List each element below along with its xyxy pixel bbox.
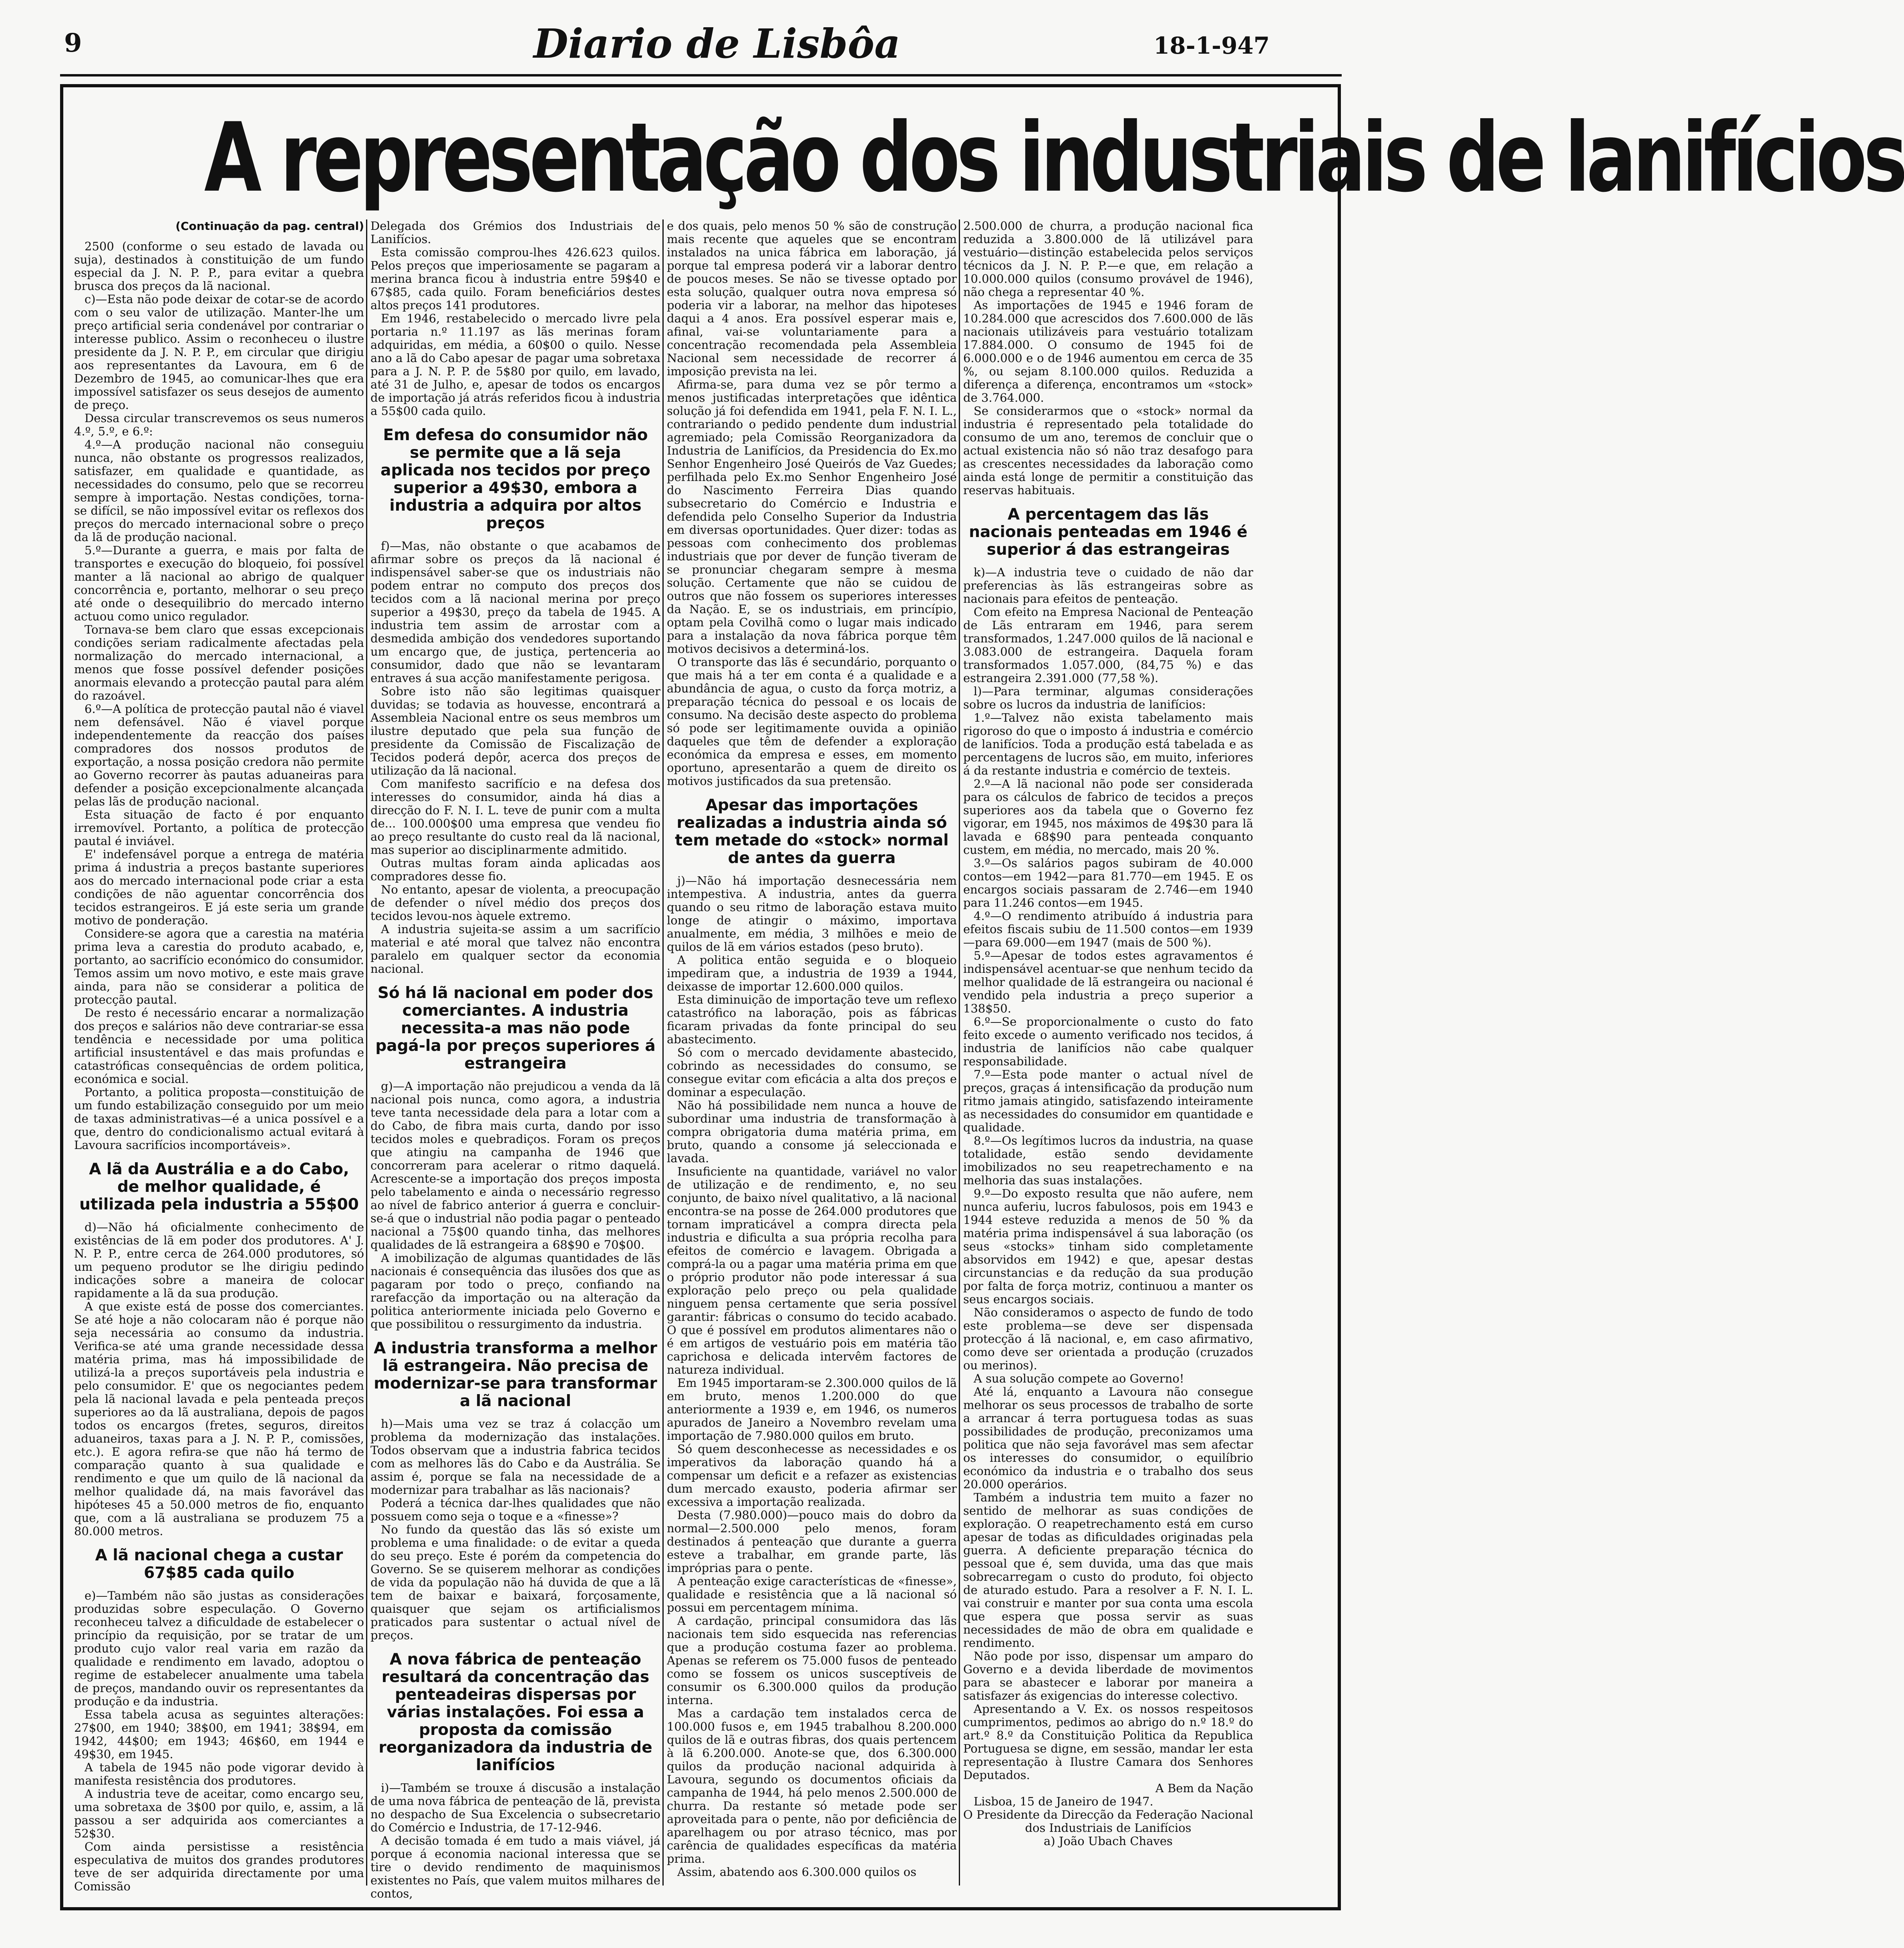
article-paragraph: g)—A importação não prejudicou a venda da lã nacional pois nunca, como agora, a industria teve tanta necessidade dela para a lotar com a do Cabo, de fibra mais curta, dando por isso tecidos moles e quebradiços. Foram os preços que atingiu na campanha de 1946 que concorreram para acelerar o ritmo daquelá. Acrescente-se a importação dos preços imposta pelo tabelamento e ainda o necessário regresso ao nível de fabrico anterior á guerra e concluir-se-á que o industrial não podia pagar o penteado nacional a 75$00 quando tinha, das melhores qualidades de lã estrangeira a 68$90 e 70$00. [370, 1079, 660, 1252]
article-paragraph: e dos quais, pelo menos 50 % são de construção mais recente que aqueles que se encontram instalados na unica fábrica em laboração, já porque tal empresa poderá vir a laborar dentro de poucos meses. Se não se tivesse optado por esta solução, qualquer outra nova empresa só poderia vir a laborar, na melhor das hipoteses daqui a 4 anos. Era possível esperar mais e, afinal, vai-se voluntariamente para a concentração recomendada pela Assembleia Nacional sem necessidade de recorrer á imposição prevista na lei. [667, 219, 957, 378]
article-paragraph: i)—Também se trouxe á discusão a instalação de uma nova fábrica de penteação de lã, prevista no despacho de Sua Excelencia o subsecretario do Comércio e Industria, de 17-12-946. [370, 1781, 660, 1834]
section-subheading: A lã nacional chega a custar 67$85 cada quilo [95, 1546, 343, 1582]
continuation-note: (Continuação da pag. central) [175, 219, 364, 233]
article-column-4 [963, 219, 1253, 1886]
article-paragraph: Com ainda persistisse a resistência especulativa de muitos dos grandes produtores teve de ser adquirida directamente por uma Comissão [74, 1840, 364, 1893]
article-paragraph: 5.º—Apesar de todos estes agravamentos é indispensável acentuar-se que nenhum tecido da melhor qualidade de lã estrangeira ou nacional é vendido pela industria a preço superior a 138$50. [963, 949, 1253, 1015]
article-paragraph: As importações de 1945 e 1946 foram de 10.284.000 que acrescidos dos 7.600.000 de lãs nacionais utilizáveis para vestuário totalizam 17.884.000. O consumo de 1945 foi de 6.000.000 e o de 1946 aumentou em cerca de 35 %, ou sejam 8.100.000 quilos. Reduzida a diferença a diferença, encontramos um «stock» de 3.764.000. [963, 298, 1253, 404]
section-subheading: A industria transforma a melhor lã estrangeira. Não precisa de modernizar-se para transformar a lã nacional [374, 1339, 657, 1410]
article-paragraph: 4.º—A produção nacional não conseguiu nunca, não obstante os progressos realizados, satisfazer, em qualidade e quantidade, as necessidades do consumo, pelo que se recorreu sempre à importação. Nestas condições, torna-se difícil, se não impossível evitar os reflexos dos preços do mercado internacional sobre o preço da lã de produção nacional. [74, 438, 364, 544]
column-divider [662, 219, 664, 1886]
article-paragraph: Em 1945 importaram-se 2.300.000 quilos de lã em bruto, menos 1.200.000 do que anteriormente a 1939 e, em 1946, os numeros apurados de Janeiro a Novembro revelam uma importação de 7.980.000 quilos em bruto. [667, 1376, 957, 1443]
article-paragraph: Portanto, a politica proposta—constituição de um fundo estabilização conseguido por um meio de taxas administrativas—é a unica possível e a que, dentro do condicionalismo actual evitará à Lavoura sacrifícios incomportáveis». [74, 1085, 364, 1152]
section-subheading: A percentagem das lãs nacionais penteadas em 1946 é superior á das estrangeiras [969, 505, 1248, 559]
article-paragraph: Mas a cardação tem instalados cerca de 100.000 fusos e, em 1945 trabalhou 8.200.000 quilos de lã e outras fibras, dos quais pertencem à lã 6.200.000. Anote-se que, dos 6.300.000 quilos da produção nacional adquirida à Lavoura, segundo os documentos oficiais da campanha de 1944, há pelo menos 2.500.000 de churra. Da restante só metade pode ser aproveitada para o pente, não por deficiência de aparelhagem ou por atraso técnico, mas por carência de qualidades específicas da matéria prima. [667, 1707, 957, 1865]
article-paragraph: Outras multas foram ainda aplicadas aos compradores desse fio. [370, 856, 660, 883]
article-paragraph: Em 1946, restabelecido o mercado livre pela portaria n.º 11.197 as lãs merinas foram adquiridas, em média, a 60$00 o quilo. Nesse ano a lã do Cabo apesar de pagar uma sobretaxa para a J. N. P. P. de 5$80 por quilo, em lavado, até 31 de Julho, e, apesar de todos os encargos de importação já atrás referidos ficou à industria a 55$00 cada quilo. [370, 312, 660, 418]
article-paragraph: A penteação exige características de «finesse», qualidade e resistência que a lã nacional só possui em percentagem mínima. [667, 1574, 957, 1614]
article-paragraph: 3.º—Os salários pagos subiram de 40.000 contos—em 1942—para 81.770—em 1945. E os encargos sociais passaram de 2.746—em 1940 para 11.246 contos—em 1945. [963, 856, 1253, 910]
article-paragraph: De resto é necessário encarar a normalização dos preços e salários não deve contrariar-se essa tendência e necessidade por uma politica artificial insustentável e das mais profundas e catastróficas consequências de ordem politica, económica e social. [74, 1006, 364, 1086]
issue-date: 18-1-947 [1153, 32, 1270, 59]
article-paragraph: Até lá, enquanto a Lavoura não consegue melhorar os seus processos de trabalho de sorte a arrancar á terra portuguesa todas as suas possibilidades de produção, preconizamos uma politica que não seja favorável mas sem afectar os interesses do consumidor, o equilíbrio económico da industria e o trabalho dos seus 20.000 operários. [963, 1385, 1253, 1491]
article-paragraph: 5.º—Durante a guerra, e mais por falta de transportes e execução do bloqueio, foi possível manter a lã nacional ao abrigo de qualquer concorrência e, portanto, melhorar o seu preço até onde o desequilibrio do mercado interno actuou como unico regulador. [74, 543, 364, 623]
section-subheading: Em defesa do consumidor não se permite que a lã seja aplicada nos tecidos por preço superior a 49$30, embora a industria a adquira por altos preços [380, 426, 650, 532]
article-paragraph: c)—Esta não pode deixar de cotar-se de acordo com o seu valor de utilização. Manter-lhe um preço artificial seria condenável por contrariar o interesse publico. Assim o reconheceu o ilustre presidente da J. N. P. P., em circular que dirigiu aos representantes da Lavoura, em 6 de Dezembro de 1945, ao comunicar-lhes que era impossível satisfazer os seus desejos de aumento de preço. [74, 292, 364, 412]
article-headline: A representação dos industriais de lanifícios [204, 103, 1904, 213]
article-column-1 [74, 219, 364, 1893]
article-paragraph: Afirma-se, para duma vez se pôr termo a menos justificadas interpretações que idêntica solução já foi defendida em 1941, pela F. N. I. L., contrariando o pedido pendente dum industrial agremiado; pela Comissão Reorganizadora da Industria de Lanifícios, da Presidencia do Ex.mo Senhor Engenheiro José Queirós de Vaz Guedes; perfilhada pelo Ex.mo Senhor Engenheiro José do Nascimento Ferreira Dias quando subsecretario do Comércio e Industria e defendida pelo Conselho Superior da Industria em diversas oportunidades. Quer dizer: todas as pessoas com conhecimento dos problemas industriais que por dever de função tiveram de se pronunciar chegaram sempre à mesma solução. Certamente que não se cuidou de outros que não fossem os superiores interesses da Nação. E, se os industriais, em princípio, optam pela Covilhã como o lugar mais indicado para a instalação da nova fábrica porque têm motivos decisivos a determiná-los. [667, 378, 957, 656]
newspaper-name: Diario de Lisbôa [533, 20, 901, 67]
masthead [0, 0, 1410, 80]
article-paragraph: A industria sujeita-se assim a um sacrifício material e até moral que talvez não encontra paralelo em qualquer sector da economia nacional. [370, 922, 660, 976]
article-paragraph: Não pode por isso, dispensar um amparo do Governo e a devida liberdade de movimentos para se abastecer e laborar por maneira a satisfazer ás exigencias do interesse colectivo. [963, 1649, 1253, 1702]
article-paragraph: Só quem desconhecesse as necessidades e os imperativos da laboração quando há a compensar um deficit e a refazer as existencias dum mercado exausto, poderia afirmar ser excessiva a importação realizada. [667, 1442, 957, 1509]
article-paragraph: A imobilização de algumas quantidades de lãs nacionais é consequência das ilusões dos que as pagaram por todo o preço, confiando na rarefacção da importação ou na alteração da politica anteriormente iniciada pelo Governo e que possibilitou o ressurgimento da industria. [370, 1251, 660, 1331]
section-subheading: A nova fábrica de penteação resultará da concentração das penteadeiras dispersas por várias instalações. Foi essa a proposta da comissão reorganizadora da industria de lanifícios [378, 1650, 652, 1774]
article-paragraph: Também a industria tem muito a fazer no sentido de melhorar as suas condições de exploração. O reapetrechamento está em curso apesar de todas as dificuldades originadas pela guerra. A deficiente preparação técnica do pessoal que é, sem duvida, uma das que mais sobrecarregam o custo do produto, foi objecto de aturado estudo. Para a resolver a F. N. I. L. vai construir e manter por sua conta uma escola que espera que possa servir as suas necessidades de mão de obra em qualidade e rendimento. [963, 1491, 1253, 1650]
article-paragraph: Insuficiente na quantidade, variável no valor de utilização e de rendimento, e, no seu conjunto, de baixo nível qualitativo, a lã nacional encontra-se na posse de 264.000 produtores que tornam impraticável a compra directa pela industria e dificulta a sua própria recolha para efeitos de comércio e lavagem. Obrigada a comprá-la ou a pagar uma matéria prima em que o próprio produtor não pode interessar á sua exploração pelo preço ou pela qualidade ninguem pensa certamente que seria possível garantir: fábricas o consumo do tecido acabado. O que é possível em produtos alimentares não o é em artigos de vestuário pois em matéria tão caprichosa e delicada intervêm factores de natureza individual. [667, 1165, 957, 1376]
article-paragraph: Com manifesto sacrifício e na defesa dos interesses do consumidor, ainda há dias a direcção do F. N. I. L. teve de punir com a multa de... 100.000$00 uma empresa que vendeu fio ao preço resultante do custo real da lã nacional, mas superior ao disciplinarmente admitido. [370, 777, 660, 857]
article-paragraph: a) João Ubach Chaves [1044, 1834, 1173, 1848]
article-paragraph: Esta comissão comprou-lhes 426.623 quilos. Pelos preços que imperiosamente se pagaram a merina branca ficou à industria entre 59$40 e 67$85, cada quilo. Foram beneficiários destes altos preços 141 produtores. [370, 246, 660, 312]
article-paragraph: Não há possibilidade nem nunca a houve de subordinar uma industria de transformação à compra obrigatoria duma matéria prima, em bruto, quando a consome já seleccionada e lavada. [667, 1099, 957, 1165]
article-paragraph: O transporte das lãs é secundário, porquanto o que mais há a ter em conta é a qualidade e a abundância de agua, o custo da força motriz, a preparação técnica do pessoal e os locais de consumo. Na decisão deste aspecto do problema só pode ser legitimamente ouvida a opinião daqueles que têm de defender a exploração económica da empresa e esses, em momento oportuno, apresentarão a quem de direito os motivos justificados da sua pretensão. [667, 655, 957, 788]
article-paragraph: 2.º—A lã nacional não pode ser considerada para os cálculos de fabrico de tecidos a preços superiores aos da tabela que o Governo fez vigorar, em 1945, nos máximos de 49$30 para lã lavada e 68$90 para penteada conquanto custem, em média, no mercado, mais 20 %. [963, 777, 1253, 857]
article-paragraph: 6.º—A política de protecção pautal não é viavel nem defensável. Não é viavel porque independentemente da reacção dos países compradores dos nossos produtos de exportação, a nossa posição credora não permite ao Governo recorrer às pautas aduaneiras para defender a posição excepcionalmente alcançada pelas lãs de produção nacional. [74, 702, 364, 808]
article-paragraph: Tornava-se bem claro que essas excepcionais condições seriam radicalmente afectadas pela normalização do mercado internacional, a menos que fosse possível defender posições anormais elevando a protecção pautal para além do razoável. [74, 623, 364, 702]
article-paragraph: Sobre isto não são legitimas quaisquer duvidas; se todavia as houvesse, encontrará a Assembleia Nacional entre os seus membros um ilustre deputado que pela sua função de presidente da Comissão de Fiscalização de Tecidos poderá depôr, acerca dos preços de utilização da lã nacional. [370, 684, 660, 777]
article-paragraph: j)—Não há importação desnecessária nem intempestiva. A industria, antes da guerra quando o seu ritmo de laboração estava muito longe de atingir o máximo, importava anualmente, em média, 3 milhões e meio de quilos de lã em vários estados (peso bruto). [667, 874, 957, 954]
article-paragraph: h)—Mais uma vez se traz á colacção um problema da modernização das instalações. Todos observam que a industria fabrica tecidos com as melhores lãs do Cabo e da Austrália. Se assim é, porque se fala na necessidade de a modernizar para trabalhar as lãs nacionais? [370, 1417, 660, 1497]
article-paragraph: l)—Para terminar, algumas considerações sobre os lucros da industria de lanifícios: [963, 684, 1253, 711]
article-paragraph: Delegada dos Grémios dos Industriais de Lanifícios. [370, 219, 660, 246]
article-paragraph: Dessa circular transcrevemos os seus numeros 4.º, 5.º, e 6.º: [74, 411, 364, 438]
article-paragraph: Assim, abatendo aos 6.300.000 quilos os [677, 1865, 917, 1879]
article-paragraph: f)—Mas, não obstante o que acabamos de afirmar sobre os preços da lã nacional é indispensável saber-se que os industriais não podem entrar no computo dos preços dos tecidos com a lã nacional merina por preço superior a 49$30, preço da tabela de 1945. A industria tem assim de arrostar com a desmedida ambição dos vendedores suportando um encargo que, de justiça, pertenceria ao consumidor, dado que não se levantaram entraves á sua acção manifestamente perigosa. [370, 539, 660, 685]
article-paragraph: A sua solução compete ao Governo! [974, 1372, 1184, 1385]
article-paragraph: 8.º—Os legítimos lucros da industria, na quase totalidade, estão sendo devidamente imobilizados no seu reapetrechamento e na melhoria das suas instalações. [963, 1134, 1253, 1187]
article-paragraph: Não consideramos o aspecto de fundo de todo este problema—se deve ser dispensada protecção á lã nacional, e, em caso afirmativo, como deve ser orientada a produção (cruzados ou merinos). [963, 1306, 1253, 1372]
article-paragraph: Apresentando a V. Ex. os nossos respeitosos cumprimentos, pedimos ao abrigo do n.º 18.º do art.º 8.º da Constituição Politica da Republica Portuguesa se digne, em sessão, mandar ler esta representação à Ilustre Camara dos Senhores Deputados. [963, 1702, 1253, 1782]
article-paragraph: Esta situação de facto é por enquanto irremovível. Portanto, a política de protecção pautal é inviável. [74, 808, 364, 848]
article-paragraph: A Bem da Nação [1155, 1781, 1253, 1795]
article-paragraph: A cardação, principal consumidora das lãs nacionais tem sido esquecida nas referencias que a produção costuma fazer ao problema. Apenas se referem os 75.000 fusos de penteado como se fossem os unicos susceptíveis de consumir os 6.300.000 quilos da produção interna. [667, 1614, 957, 1707]
article-paragraph: 7.º—Esta pode manter o actual nível de preços, graças á intensificação da produção num ritmo jamais atingido, satisfazendo inteiramente as necessidades do consumidor em quantidade e qualidade. [963, 1068, 1253, 1134]
article-paragraph: Considere-se agora que a carestia na matéria prima leva a carestia do produto acabado, e, portanto, ao sacrifício económico do consumidor. Temos assim um novo motivo, e este mais grave ainda, para não se considerar a politica de protecção pautal. [74, 927, 364, 1006]
article-paragraph: A decisão tomada é em tudo a mais viável, já porque á economia nacional interessa que se tire o devido rendimento de maquinismos existentes no País, que valem muitos milhares de contos, [370, 1834, 660, 1900]
article-paragraph: Com efeito na Empresa Nacional de Penteação de Lãs entraram em 1946, para serem transformados, 1.247.000 quilos de lã nacional e 3.083.000 de estrangeira. Daquela foram transformados 1.057.000, (84,75 %) e das estrangeira 2.391.000 (77,58 %). [963, 605, 1253, 685]
article-paragraph: A industria teve de aceitar, como encargo seu, uma sobretaxa de 3$00 por quilo, e, assim, a lã passou a ser adquirida aos comerciantes a 52$30. [74, 1787, 364, 1840]
article-paragraph: k)—A industria teve o cuidado de não dar preferencias às lãs estrangeiras sobre as nacionais para efeitos de penteação. [963, 565, 1253, 606]
article-paragraph: E' indefensável porque a entrega de matéria prima á industria a preços bastante superiores aos do mercado internacional pode criar a esta condições de não aguentar concorrência dos tecidos estrangeiros. E já este seria um grande motivo de ponderação. [74, 847, 364, 927]
article-paragraph: Desta (7.980.000)—pouco mais do dobro da normal—2.500.000 pelo menos, foram destinados á penteação que durante a guerra esteve a trabalhar, em grande parte, lãs impróprias para o pente. [667, 1508, 957, 1575]
article-paragraph: Se considerarmos que o «stock» normal da industria é representado pela totalidade do consumo de um ano, teremos de concluir que o actual existencia não só não traz desafogo para as crescentes necessidades da laboração como ainda está longe de permitir a constituição das reservas habituais. [963, 404, 1253, 497]
article-paragraph: No fundo da questão das lãs só existe um problema e uma finalidade: o de evitar a queda do seu preço. Este é porém da competencia do Governo. Se se quiserem melhorar as condições de vida da população não há duvida de que a lã tem de baixar e baixará, forçosamente, quaisquer que sejam os artificialismos praticados para sustentar o actual nível de preços. [370, 1523, 660, 1642]
article-column-3 [667, 219, 957, 1886]
article-column-2 [370, 219, 660, 1900]
article-paragraph: Lisboa, 15 de Janeiro de 1947. [974, 1795, 1153, 1808]
column-divider [959, 219, 960, 1886]
article-paragraph: 2500 (conforme o seu estado de lavada ou suja), destinados à constituição de um fundo especial da J. N. P. P., para evitar a quebra brusca dos preços da lã nacional. [74, 239, 364, 293]
article-paragraph: Esta diminuição de importação teve um reflexo catastrófico na laboração, pois as fábricas ficaram privadas da fonte principal do seu abastecimento. [667, 993, 957, 1046]
section-subheading: A lã da Austrália e a do Cabo, de melhor qualidade, é utilizada pela industria a 55$00 [79, 1160, 359, 1213]
section-subheading: Apesar das importações realizadas a industria ainda só tem metade do «stock» normal de antes da guerra [675, 796, 949, 867]
masthead-rule [60, 74, 1342, 76]
article-paragraph: A politica então seguida e o bloqueio impediram que, a industria de 1939 a 1944, deixasse de importar 12.600.000 quilos. [667, 953, 957, 993]
column-divider [366, 219, 367, 1886]
article-paragraph: Poderá a técnica dar-lhes qualidades que não possuem como seja o toque e a «finesse»? [370, 1496, 660, 1523]
article-paragraph: Só com o mercado devidamente abastecido, cobrindo as necessidades do consumo, se consegue evitar com eficácia a alta dos preços e dominar a especulação. [667, 1046, 957, 1099]
article-paragraph: e)—Também não são justas as considerações produzidas sobre especulação. O Governo reconheceu talvez a dificuldade de estabelecer o princípio da requisição, por se tratar de um produto cujo valor real varia em razão da qualidade e rendimento em lavado, adoptou o regime de estabelecer anualmente uma tabela de preços, mandando ouvir os representantes da produção e da industria. [74, 1589, 364, 1708]
article-paragraph: No entanto, apesar de violenta, a preocupação de defender o nível médio dos preços dos tecidos levou-nos àquele extremo. [370, 883, 660, 923]
article-paragraph: A que existe está de posse dos comerciantes. Se até hoje a não colocaram não é porque não seja necessária ao consumo da industria. Verifica-se até uma grande necessidade dessa matéria prima, mas há impossibilidade de utilizá-la a preços suportáveis pela industria e pelo consumidor. E' que os negociantes pedem pela lã nacional lavada e pela penteada preços superiores ao da lã australiana, depois de pagos todos os encargos (fretes, seguros, direitos aduaneiros, taxas para a J. N. P. P., comissões, etc.). E agora refira-se que não há termo de comparação quanto à sua qualidade e rendimento e que um quilo de lã nacional da melhor qualidade dá, na mais favorável das hipóteses 45 a 50.000 metros de fio, enquanto que, com a lã australiana se produzem 75 a 80.000 metros. [74, 1300, 364, 1538]
article-paragraph: A tabela de 1945 não pode vigorar devido à manifesta resistência dos produtores. [74, 1761, 364, 1787]
article-paragraph: 1.º—Talvez não exista tabelamento mais rigoroso do que o imposto á industria e comércio de lanifícios. Toda a produção está tabelada e as percentagens de lucros são, em muito, inferiores á da restante industria e comércio de texteis. [963, 711, 1253, 777]
page-number: 9 [64, 28, 82, 58]
section-subheading: Só há lã nacional em poder dos comerciantes. A industria necessita-a mas não pode pagá-la por preços superiores á estrangeira [375, 984, 656, 1073]
article-paragraph: Essa tabela acusa as seguintes alterações: 27$00, em 1940; 38$00, em 1941; 38$94, em 1942, 44$00; em 1943; 46$60, em 1944 e 49$30, em 1945. [74, 1708, 364, 1761]
article-paragraph: d)—Não há oficialmente conhecimento de existências de lã em poder dos produtores. A' J. N. P. P., entre cerca de 264.000 produtores, só um pequeno produtor se lhe dirigiu pedindo indicações sobre a maneira de colocar rapidamente a lã da sua produção. [74, 1220, 364, 1300]
article-paragraph: O Presidente da Direcção da Federação Nacional dos Industriais de Lanifícios [963, 1808, 1253, 1835]
article-paragraph: 6.º—Se proporcionalmente o custo do fato feito excede o aumento verificado nos tecidos, á industria de lanifícios não cabe qualquer responsabilidade. [963, 1015, 1253, 1068]
article-paragraph: 4.º—O rendimento atribuído á industria para efeitos fiscais subiu de 11.500 contos—em 1939—para 69.000—em 1947 (mais de 500 %). [963, 909, 1253, 949]
article-paragraph: 9.º—Do exposto resulta que não aufere, nem nunca auferiu, lucros fabulosos, pois em 1943 e 1944 esteve reduzida a menos de 50 % da matéria prima indispensável á sua laboração (os seus «stocks» tinham sido completamente absorvidos em 1942) e que, apesar destas circunstancias e da redução da sua produção por falta de força motriz, continuou a manter os seus encargos sociais. [963, 1187, 1253, 1306]
article-paragraph: 2.500.000 de churra, a produção nacional fica reduzida a 3.800.000 de lã utilizável para vestuário—distinção estabelecida pelos serviços técnicos da J. N. P. P.—e que, em relação a 10.000.000 quilos (consumo provável de 1946), não chega a representar 40 %. [963, 219, 1253, 299]
